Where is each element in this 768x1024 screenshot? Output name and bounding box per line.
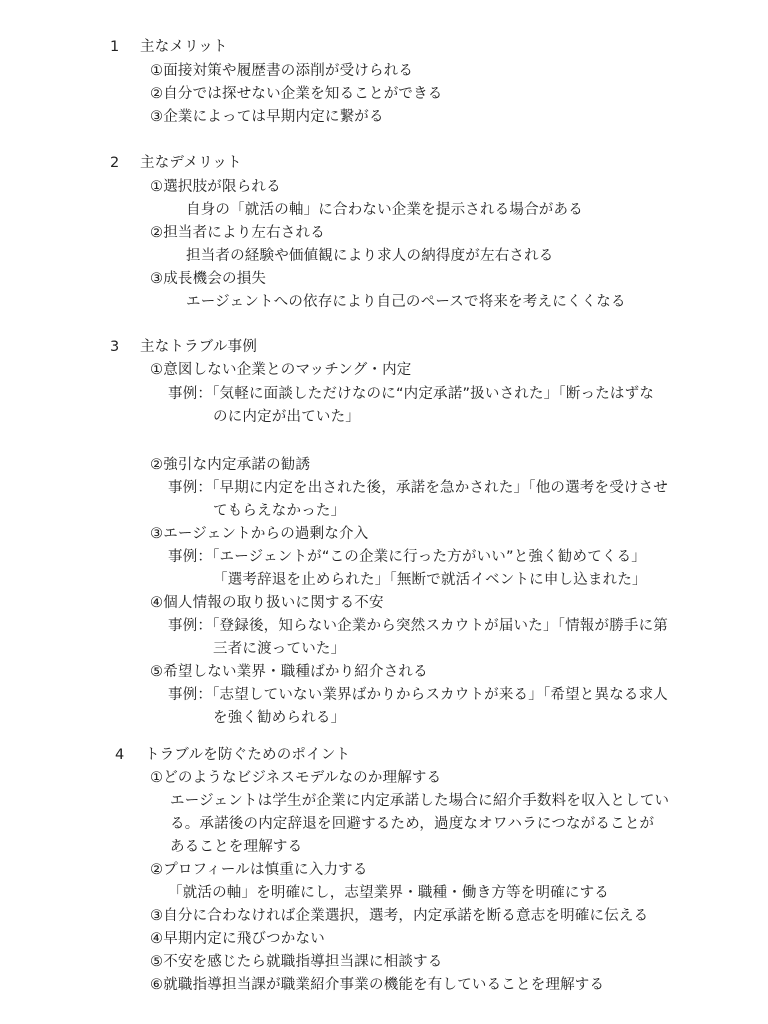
section-4-number: 4 xyxy=(115,747,125,763)
section-4-item-1-detail-line-1: エージェントは学生が企業に内定承諾した場合に紹介手数料を収入としてい xyxy=(170,793,670,809)
section-1-item-2: ②自分では探せない企業を知ることができる xyxy=(150,86,443,102)
section-2-heading xyxy=(110,153,242,173)
section-1-title: 主なメリット xyxy=(140,39,228,55)
section-1-item-1: ①面接対策や履歴書の添削が受けられる xyxy=(150,63,414,79)
section-2-number: 2 xyxy=(110,155,120,171)
section-4-item-1-detail-line-3: あることを理解する xyxy=(170,839,303,855)
section-3-heading xyxy=(110,337,257,357)
section-4-heading xyxy=(115,745,350,765)
section-4-title: トラブルを防ぐためのポイント xyxy=(145,747,351,763)
section-3-number: 3 xyxy=(110,339,120,355)
section-3-item-3-heading: ③エージェントからの過剰な介入 xyxy=(150,526,369,542)
section-2-title: 主なデメリット xyxy=(140,155,242,171)
section-1-number: 1 xyxy=(110,39,120,55)
section-3-item-2-heading: ②強引な内定承諾の勧誘 xyxy=(150,457,311,473)
section-2-item-2-heading: ②担当者により左右される xyxy=(150,225,325,241)
section-3-item-3-example-line-2: 「選考辞退を止められた」「無断で就活イベントに申し込まれた」 xyxy=(213,572,647,588)
section-4-item-4-heading: ④早期内定に飛びつかない xyxy=(150,931,325,947)
section-2-item-1-detail: 自身の「就活の軸」に合わない企業を提示される場合がある xyxy=(186,202,583,218)
section-3-item-5-example-line-2: を強く勧められる」 xyxy=(213,710,346,726)
section-4-item-3-heading: ③自分に合わなければ企業選択，選考，内定承諾を断る意志を明確に伝える xyxy=(150,908,649,924)
section-3-item-5-example-line-1: 事例：「志望していない業界ばかりからスカウトが来る」「希望と異なる求人 xyxy=(168,687,668,703)
section-3-item-3-example-line-1: 事例：「エージェントが“この企業に行った方がいい”と強く勧めてくる」 xyxy=(168,549,646,565)
section-3-item-1-example-line-2: のに内定が出ていた」 xyxy=(213,409,360,425)
section-1-heading xyxy=(110,37,228,57)
section-3-item-1-example-line-1: 事例：「気軽に面談しただけなのに“内定承諾”扱いされた」「断ったはずな xyxy=(168,386,655,402)
section-4-item-2-heading: ②プロフィールは慎重に入力する xyxy=(150,862,368,878)
section-3-item-4-example-line-1: 事例：「登録後，知らない企業から突然スカウトが届いた」「情報が勝手に第 xyxy=(168,618,668,634)
section-3-item-5-heading: ⑤希望しない業界・職種ばかり紹介される xyxy=(150,664,428,680)
section-4-item-5-heading: ⑤不安を感じたら就職指導担当課に相談する xyxy=(150,954,443,970)
section-2-item-3-heading: ③成長機会の損失 xyxy=(150,271,267,287)
section-3-item-4-heading: ④個人情報の取り扱いに関する不安 xyxy=(150,595,384,611)
section-3-item-4-example-line-2: 三者に渡っていた」 xyxy=(213,641,346,657)
section-4-item-6-heading: ⑥就職指導担当課が職業紹介事業の機能を有していることを理解する xyxy=(150,977,605,993)
section-4-item-1-detail-line-2: る。承諾後の内定辞退を回避するため，過度なオワハラにつながることが xyxy=(170,816,655,832)
section-4-item-2-detail-line-1: 「就活の軸」を明確にし，志望業界・職種・働き方等を明確にする xyxy=(168,885,609,901)
section-4-item-1-heading: ①どのようなビジネスモデルなのか理解する xyxy=(150,770,442,786)
section-2-item-3-detail: エージェントへの依存により自己のペースで将来を考えにくくなる xyxy=(186,294,626,310)
section-3-item-1-heading: ①意図しない企業とのマッチング・内定 xyxy=(150,362,412,378)
section-3-item-2-example-line-1: 事例：「早期に内定を出された後，承諾を急かされた」「他の選考を受けさせ xyxy=(168,480,668,496)
section-1-item-3: ③企業によっては早期内定に繋がる xyxy=(150,109,384,125)
section-2-item-2-detail: 担当者の経験や価値観により求人の納得度が左右される xyxy=(186,248,554,264)
section-3-title: 主なトラブル事例 xyxy=(140,339,258,355)
section-2-item-1-heading: ①選択肢が限られる xyxy=(150,179,281,195)
section-3-item-2-example-line-2: てもらえなかった」 xyxy=(213,503,346,519)
